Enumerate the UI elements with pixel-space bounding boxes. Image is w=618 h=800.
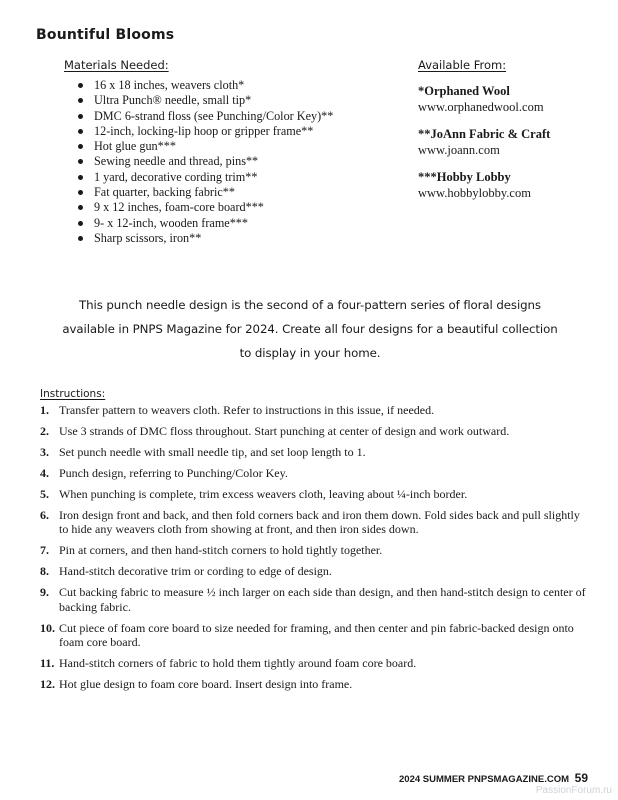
step-text: Hand-stitch corners of fabric to hold them tightly around foam core board. <box>59 656 417 671</box>
list-item: Fat quarter, backing fabric** <box>94 185 384 200</box>
step-number: 7. <box>40 543 49 558</box>
step-text: Use 3 strands of DMC floss throughout. Start punching at center of design and work outward. <box>59 424 510 438</box>
list-item: 9- x 12-inch, wooden frame*** <box>94 216 384 231</box>
page-footer <box>399 771 588 785</box>
vendor-orphaned-wool <box>418 83 608 115</box>
available-from-section <box>418 58 608 201</box>
step-number: 9. <box>40 585 49 600</box>
instruction-step <box>40 508 588 537</box>
step-text: When punching is complete, trim excess weavers cloth, leaving about ¼-inch border. <box>59 487 468 501</box>
step-text: Set punch needle with small needle tip, and set loop length to 1. <box>59 445 366 459</box>
materials-heading: Materials Needed: <box>64 58 169 72</box>
instructions-list <box>40 403 588 692</box>
vendor-url: www.orphanedwool.com <box>418 100 544 114</box>
watermark: PassionForum.ru <box>535 785 612 796</box>
step-number: 11. <box>40 656 55 671</box>
vendor-name: *Orphaned Wool <box>418 84 510 98</box>
list-item: Hot glue gun*** <box>94 139 384 154</box>
list-item: 1 yard, decorative cording trim** <box>94 170 384 185</box>
materials-section <box>64 58 384 246</box>
list-item: DMC 6-strand floss (see Punching/Color Key)** <box>94 109 384 124</box>
instruction-step <box>40 487 588 501</box>
step-text: Punch design, referring to Punching/Color Key. <box>59 466 288 480</box>
step-text: Cut backing fabric to measure ½ inch larger on each side than design, and then hand-stitch design to center of backing fabric. <box>59 585 586 614</box>
step-number: 6. <box>40 508 49 522</box>
step-number: 8. <box>40 564 49 579</box>
instruction-step <box>40 466 588 480</box>
intro-paragraph: This punch needle design is the second of a four-pattern series of floral designs available in PNPS Magazine for 2024. Create all four designs for a beautiful collection to display in your home. <box>62 298 558 360</box>
vendor-name: **JoAnn Fabric & Craft <box>418 127 551 141</box>
list-item: 9 x 12 inches, foam-core board*** <box>94 200 384 215</box>
step-text: Cut piece of foam core board to size needed for framing, and then center and pin fabric-backed design onto foam core board. <box>59 620 574 650</box>
vendor-url: www.hobbylobby.com <box>418 186 531 200</box>
list-item: Sharp scissors, iron** <box>94 231 384 246</box>
list-item: 12-inch, locking-lip hoop or gripper frame** <box>94 124 384 139</box>
instruction-step <box>40 677 588 691</box>
vendor-url: www.joann.com <box>418 143 500 157</box>
step-number: 12. <box>40 677 55 692</box>
list-item: Sewing needle and thread, pins** <box>94 154 384 169</box>
instruction-step <box>40 403 588 417</box>
instructions-heading: Instructions: <box>40 388 106 400</box>
instruction-step <box>40 424 588 438</box>
vendor-name: ***Hobby Lobby <box>418 170 511 184</box>
step-text: Transfer pattern to weavers cloth. Refer to instructions in this issue, if needed. <box>59 403 435 417</box>
step-number: 1. <box>40 403 49 417</box>
instruction-step <box>40 621 588 650</box>
instructions-section <box>40 388 588 698</box>
instruction-step <box>40 445 588 459</box>
vendor-hobby-lobby <box>418 169 608 201</box>
step-number: 4. <box>40 466 49 480</box>
instruction-step <box>40 543 588 557</box>
instruction-step <box>40 656 588 670</box>
page-title: Bountiful Blooms <box>36 27 175 43</box>
step-number: 10. <box>40 620 55 635</box>
available-from-heading: Available From: <box>418 58 507 72</box>
step-text: Iron design front and back, and then fold corners back and iron them down. Fold sides back and pull slightly to hide any weavers cloth from showing at front, and then iron sides down. <box>59 508 580 537</box>
instruction-step <box>40 585 588 614</box>
footer-issue: 2024 SUMMER <box>399 774 466 785</box>
list-item: 16 x 18 inches, weavers cloth* <box>94 78 384 93</box>
step-number: 2. <box>40 424 49 438</box>
step-number: 5. <box>40 487 49 501</box>
materials-list <box>64 78 384 246</box>
step-text: Pin at corners, and then hand-stitch corners to hold tightly together. <box>59 543 383 558</box>
page-number: 59 <box>574 771 588 785</box>
list-item: Ultra Punch® needle, small tip* <box>94 93 384 108</box>
step-number: 3. <box>40 445 49 459</box>
vendor-joann <box>418 126 608 158</box>
step-text: Hand-stitch decorative trim or cording to edge of design. <box>59 564 332 579</box>
instruction-step <box>40 564 588 578</box>
footer-site: PNPSMAGAZINE.COM <box>467 774 569 785</box>
step-text: Hot glue design to foam core board. Insert design into frame. <box>59 677 353 692</box>
